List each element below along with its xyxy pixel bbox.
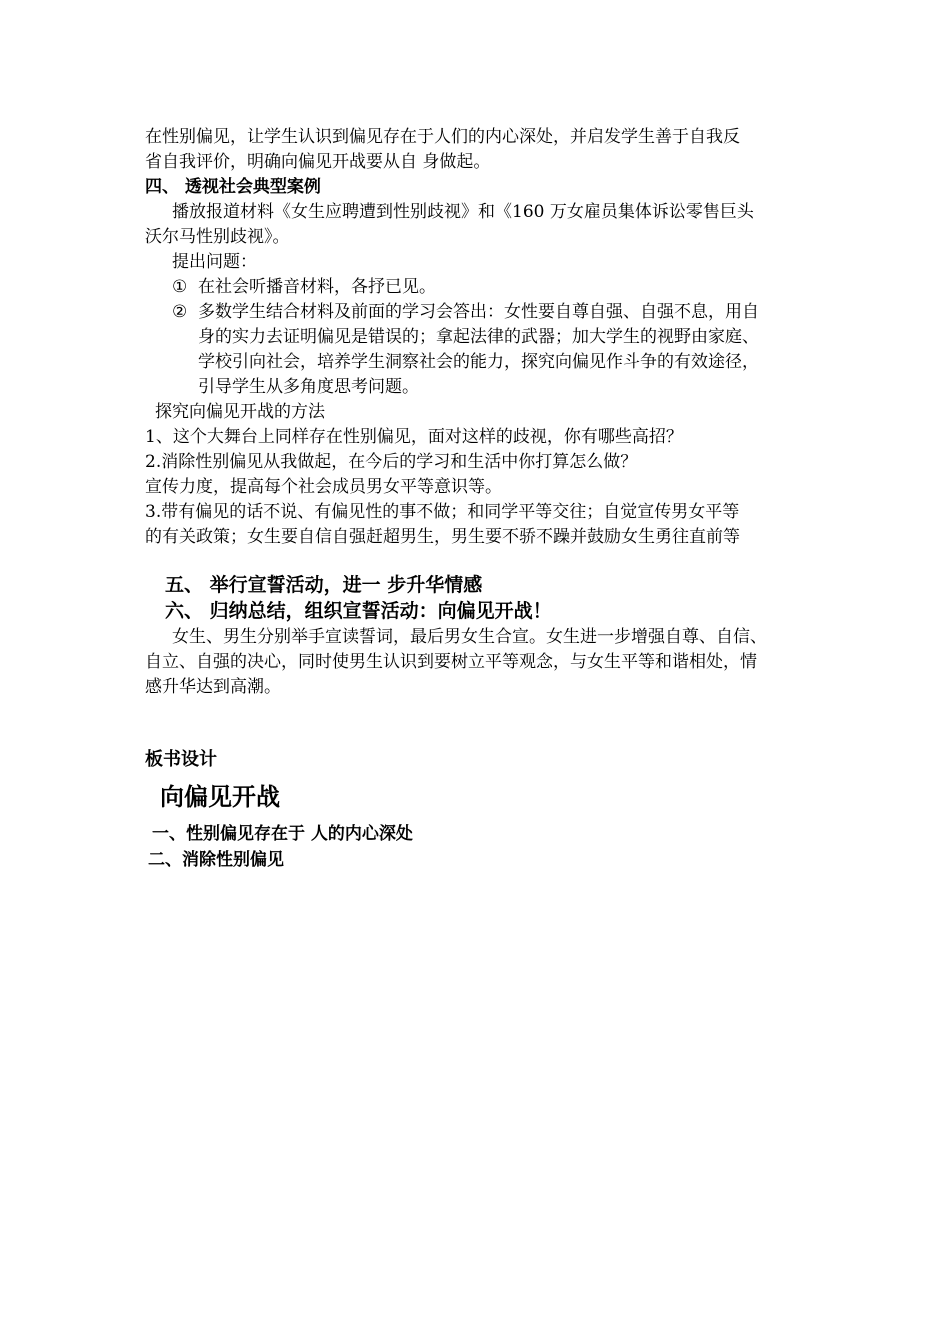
question-line: 的有关政策；女生要自信自强赶超男生，男生要不骄不躁并鼓励女生勇往直前等 [145,527,740,547]
list-item: 在社会听播音材料，各抒已见。 [198,277,436,297]
board-title: 向偏见开战 [160,783,280,811]
paragraph-line: 在性别偏见，让学生认识到偏见存在于人们的内心深处，并启发学生善于自我反 [145,127,740,147]
explore-label: 探究向偏见开战的方法 [155,402,325,422]
question-line: 3.带有偏见的话不说、有偏见性的事不做；和同学平等交往；自觉宣传男女平等 [145,502,740,522]
answer-line: 宣传力度，提高每个社会成员男女平等意识等。 [145,477,502,497]
list-item-line: 引导学生从多角度思考问题。 [198,377,419,397]
board-item: 二、消除性别偏见 [148,850,284,870]
section-heading-4: 四、 透视社会典型案例 [145,177,321,197]
paragraph-line: 感升华达到高潮。 [145,677,281,697]
section-heading-5: 五、 举行宣誓活动，进一 步升华情感 [165,574,483,596]
paragraph-line: 沃尔马性别歧视》。 [145,227,290,247]
paragraph-line: 自立、自强的决心，同时使男生认识到要树立平等观念，与女生平等和谐相处，情 [145,652,757,672]
ask-label: 提出问题： [172,252,257,272]
list-marker: ① [172,277,188,297]
paragraph-line: 播放报道材料《女生应聘遭到性别歧视》和《160 万女雇员集体诉讼零售巨头 [172,202,754,222]
question-line: 1、这个大舞台上同样存在性别偏见，面对这样的歧视，你有哪些高招？ [145,427,683,447]
list-marker: ② [172,302,188,322]
board-design-label: 板书设计 [145,749,217,770]
paragraph-line: 女生、男生分别举手宣读誓词，最后男女生合宣。女生进一步增强自尊、自信、 [172,627,767,647]
list-item-line: 多数学生结合材料及前面的学习会答出：女性要自尊自强、自强不息，用自 [198,302,759,322]
question-line: 2.消除性别偏见从我做起，在今后的学习和生活中你打算怎么做？ [145,452,638,472]
paragraph-line: 省自我评价，明确向偏见开战要从自 身做起。 [145,152,491,172]
list-item-line: 身的实力去证明偏见是错误的；拿起法律的武器；加大学生的视野由家庭、 [198,327,759,347]
board-item: 一、性别偏见存在于 人的内心深处 [152,824,413,844]
list-item-line: 学校引向社会，培养学生洞察社会的能力，探究向偏见作斗争的有效途径， [198,352,759,372]
section-heading-6: 六、 归纳总结，组织宣誓活动：向偏见开战！ [165,600,552,622]
